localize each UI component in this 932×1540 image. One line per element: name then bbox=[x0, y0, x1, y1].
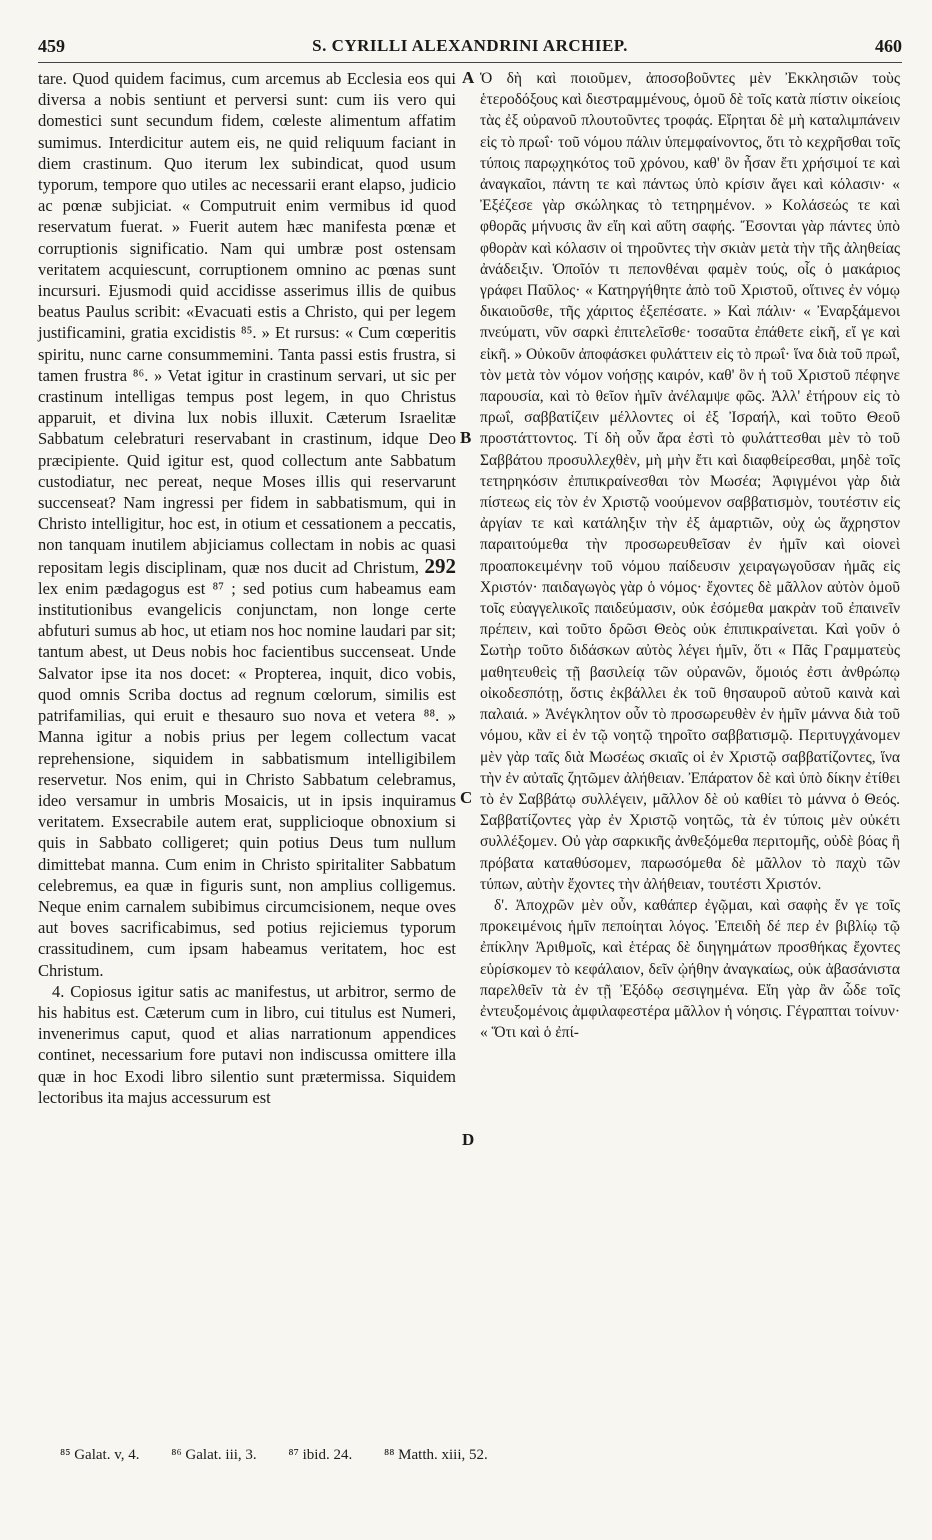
latin-column bbox=[38, 68, 456, 1108]
latin-paragraph-2: 4. Copiosus igitur satis ac manifestus, ut arbitror, sermo de his habitus est. Cæterum cum in libro, cui titulus est Numeri, invenerimus caput, quod et alias narrationum appendices continet, necessarium fore putavi non indiscussa omittere illa quæ in hoc Exodi libro silentio sunt prætermissa. Siquidem lectoribus ita majus accessurum est bbox=[38, 981, 456, 1107]
section-marker-b: B bbox=[460, 428, 472, 447]
running-header bbox=[38, 36, 902, 60]
page-number-left: 459 bbox=[38, 36, 65, 56]
footnote-86: ⁸⁶ Galat. iii, 3. bbox=[171, 1447, 257, 1463]
header-rule bbox=[38, 62, 902, 63]
greek-column bbox=[480, 68, 900, 1043]
latin-text-part-1: tare. Quod quidem facimus, cum arcemus ab Ecclesia eos qui diversa a nobis sentiunt et perversi sunt: cum iis vero qui domestici sunt secundum fidem, cœleste alimentum affatim sumimus. Interdicitur autem eis, ne quid reliquum faciant in diem crastinum. Quo iterum lex subindicat, quod usum typorum, tempore quo utiles ac necessarii erant elapso, judicio ac pœnæ subjiciat. « Computruit enim vermibus id quod reservatum fuerat. » Fuerit autem hæc manifesta pœnæ et corruptionis significatio. Nam qui umbræ post ostensam veritatem acquiescunt, corruptionem omnino ac pœnas sunt incursuri. Ejusmodi quid accidisse asserimus illis de quibus beatus Paulus scribit: «Evacuati estis a Christo, qui per legem justificamini, gratia excidistis ⁸⁵. » Et rursus: « Cum cœperitis spiritu, nunc carne consummemini. Tanta passi estis frustra, si tamen frustra ⁸⁶. » Vetat igitur in crastinum servari, ut sic per crastinum intelligas tempus post legem, in quo Christus apparuit, et divina lux nobis illuxit. Cæterum Israelitæ Sabbatum celebraturi reservabant in crastinum, idque Deo præcipiente. Quid igitur est, quod collectum ante Sabbatum custodiatur, nec pereat, neque Moses illis qui reservarunt succenseat? Nam ingressi per fidem in sabbatismum, qui in Christo intelligitur, hoc est, in otium et cessationem a peccatis, non tanquam inutilem abjiciamus collectam in nobis ac quasi repositam legis disciplinam, quæ nos ducit ad Christum, bbox=[38, 69, 456, 577]
running-title: S. CYRILLI ALEXANDRINI ARCHIEP. bbox=[312, 36, 628, 55]
footnotes bbox=[60, 1447, 900, 1464]
section-marker-a: A bbox=[462, 68, 475, 87]
greek-paragraph-1: Ὁ δὴ καὶ ποιοῦμεν, ἀποσοβοῦντες μὲν Ἐκκλησιῶν τοὺς ἑτεροδόξους καὶ διεστραμμένους, ὁμοῦ δὲ τοῖς κατὰ πίστιν οἰκείοις τὰς ἐξ οὐρανοῦ πλουτοῦντες τροφάς. Εἴρηται δὲ μὴ καταλιμπάνειν εἰς τὸ πρωΐ· τοῦ νόμου πάλιν ὑπεμφαίνοντος, ὅτι τὸ κεχρῆσθαι τοῖς τύποις παρῳχηκότος τοῦ χρόνου, καθ' ὃν ἦσαν ἔτι χρήσιμοί τε καὶ ἀναγκαῖοι, πάντη τε καὶ πάντως ὑπὸ κρίσιν ἄγει καὶ κόλασιν· « Ἐξέζεσε γὰρ σκώληκας τὸ τετηρημένον. » Κολάσεώς τε καὶ φθορᾶς μήνυσις ἂν εἴη καὶ αὕτη σαφής. Ἔσονται γὰρ πάντες ὑπὸ φθορὰν καὶ κόλασιν οἱ τηροῦντες τὴν σκιὰν μετὰ τὴν τῆς ἀληθείας ἀνάδειξιν. Ὁποῖόν τι πεπονθέναι φαμὲν τούς, οἷς ὁ μακάριος γράφει Παῦλος· « Κατηργήθητε ἀπὸ τοῦ Χριστοῦ, οἵτινες ἐν νόμῳ δικαιοῦσθε, τῆς χάριτος ἐξεπέσατε. » Καὶ πάλιν· « Ἐναρξάμενοι πνεύματι, νῦν σαρκὶ ἐπιτελεῖσθε· τοσαῦτα ἐπάθετε εἰκῆ, εἴ γε καὶ εἰκῆ. » Οὐκοῦν ἀποφάσκει φυλάττειν εἰς τὸ πρωΐ· ἵνα διὰ τοῦ πρωΐ, τὸν μετὰ τὸν νόμον νοήσῃς καιρόν, καθ' ὃν ἡ τοῦ Χριστοῦ πέφηνε παρουσία, καὶ τὸ θεῖον ἡμῖν ἀνέλαμψε φῶς. Ἀλλ' ἐτήρουν εἰς τὸ πρωΐ, σαββατίζειν μέλλοντες οἱ ἐξ Ἰσραήλ, καὶ τοῦτο Θεοῦ προστάττοντος. Τί δὴ οὖν ἄρα ἐστὶ τὸ φυλάττεσθαι μὲν τὸ τοῦ Σαββάτου προσυλλεχθὲν, μὴ μὴν ἔτι καὶ διαφθείρεσθαι, μηδὲ τοῖς τετηρηκόσιν ἐπιπικραίνεσθαι τὸν Μωσέα; Ἀφιγμένοι γὰρ διὰ πίστεως εἰς τὸν ἐν Χριστῷ νοούμενον σαββατισμὸν, τουτέστιν εἰς ἀργίαν τε καὶ κατάληξιν τὴν ἐξ ἁμαρτιῶν, οὐχ ὡς ἄχρηστον παραιτούμεθα τὴν προσωρευθεῖσαν ἐν ἡμῖν καὶ οἱονεὶ προαποκειμένην τοῦ νόμου παίδευσιν χειραγωγοῦσαν ἡμᾶς εἰς Χριστόν· παιδαγωγὸς γὰρ ὁ νόμος· ἔχοντες δὲ μᾶλλον αὐτὸν ὁμοῦ τοῖς εὐαγγελικοῖς παιδεύμασιν, οὐκ ἐσόμεθα μακρὰν τοῦ ἐπαινεῖν πρέπειν, καὶ τοῦτο δρῶσι Θεὸς οὐκ ἐπιπικραίνεται. Καὶ γοῦν ὁ Σωτὴρ τοῦτο διδάσκων αὐτὸς λέγει ἡμῖν, ὅτι « Πᾶς Γραμματεὺς μαθητευθεὶς τῇ βασιλείᾳ τῶν οὐρανῶν, ὅμοιός ἐστι ἀνθρώπῳ οἰκοδεσπότῃ, ὅστις ἐκβάλλει ἐκ τοῦ θησαυροῦ αὐτοῦ καινὰ καὶ παλαιά. » Ἀνέγκλητον οὖν τὸ προσωρευθὲν ἐν ἡμῖν μάννα διὰ τοῦ νόμου, κἂν εἰ ἐν τῷ νοητῷ τηροῖτο σαββατισμῷ. Περιτυγχάνομεν μὲν γὰρ ταῖς διὰ Μωσέως σκιαῖς οἱ ἐν Χριστῷ σαββατίζοντες, ἵνα τὴν ἐν αὐταῖς ζητῶμεν ἀλήθειαν. Ἐπάρατον δὲ καὶ ὑπὸ δίκην ἐτίθει τὸ ἐν Σαββάτῳ συλλέγειν, μᾶλλον δὲ οὐ καθίει τὸ μάννα ὁ Θεός. Σαββατίζοντες γὰρ ἐν Χριστῷ νοητῶς, τὰ ἐν τύποις μὲν οὐκέτι συλλέξομεν. Οὐ γὰρ σαρκικῆς ἀνθεξόμεθα περιτομῆς, οὐδὲ βόας ἢ πρόβατα καταθύσομεν, παρωσόμεθα δὲ μᾶλλον τὸ παχὺ τῶν τύπων, αὐτὴν ἔχοντες τὴν ἀλήθειαν, τουτέστι Χριστόν. bbox=[480, 70, 900, 893]
column-number: 292 bbox=[424, 553, 456, 578]
latin-text-part-2: lex enim pædagogus est ⁸⁷ ; sed potius cum habeamus eam institutionibus evangelicis conjunctam, non longe certe abfuturi sumus ab hoc, ut etiam nos hoc nomine laudari par sit; tantum abest, ut Deus nobis hoc facientibus succenseat. Unde Salvator ipse ita nos docet: « Propterea, inquit, dico vobis, quod omnis Scriba doctus ad regnum cœlorum, similis est patrifamilias, qui eruit e thesauro suo nova et vetera ⁸⁸. » Manna igitur a nobis prius per legem collectum vacat reprehensione, siquidem in sabbatismum intelligibilem reservetur. Nos enim, qui in Christo Sabbatum celebramus, ideo versamur in umbris Mosaicis, ut in ipsis inquiramus veritatem. Exsecrabile autem erat, supplicioque obnoxium si quis in Sabbato colligeret; quin potius Deus tum nullum dimittebat manna. Cum enim in Christo spiritaliter Sabbatum celebremus, ea quæ in figuris sunt, non amplius colligemus. Neque enim carnalem subibimus circumcisionem, neque oves aut boves sacrificabimus, sed potius rejiciemus typorum crassitudinem, cum ipsam habeamus veritatem, hoc est Christum. bbox=[38, 578, 456, 980]
footnote-88: ⁸⁸ Matth. xiii, 52. bbox=[383, 1447, 488, 1463]
footnote-87: ⁸⁷ ibid. 24. bbox=[288, 1447, 353, 1463]
greek-paragraph-2: δ'. Ἀποχρῶν μὲν οὖν, καθάπερ ἐγῷμαι, καὶ σαφὴς ἔν γε τοῖς προκειμένοις ἡμῖν πεποίηται λόγος. Ἐπειδὴ δέ περ ἐν βιβλίῳ τῷ ἐπίκλην Ἀριθμοῖς, καὶ ἑτέρας δὲ διηγημάτων προσθήκας ἔχοντες εὑρίσκομεν τὸ κεφάλαιον, δεῖν ᾠήθην ἀναγκαίως, οὐκ ἀβασάνιστα παρελθεῖν τὰ ἐν τῇ Ἐξόδῳ σεσιγημένα. Εἴη γὰρ ἂν ὧδε τοῖς ἐντευξομένοις ἀμφιλαφεστέρα μᾶλλον ἡ νόησις. Γέγραπται τοίνυν· « Ὅτι καὶ ὁ ἐπί- bbox=[480, 896, 900, 1042]
footnote-85: ⁸⁵ Galat. v, 4. bbox=[60, 1447, 140, 1463]
section-marker-d: D bbox=[462, 1130, 475, 1149]
page-number-right: 460 bbox=[875, 36, 902, 56]
latin-paragraph-1 bbox=[38, 68, 456, 981]
section-marker-c: C bbox=[460, 788, 473, 807]
